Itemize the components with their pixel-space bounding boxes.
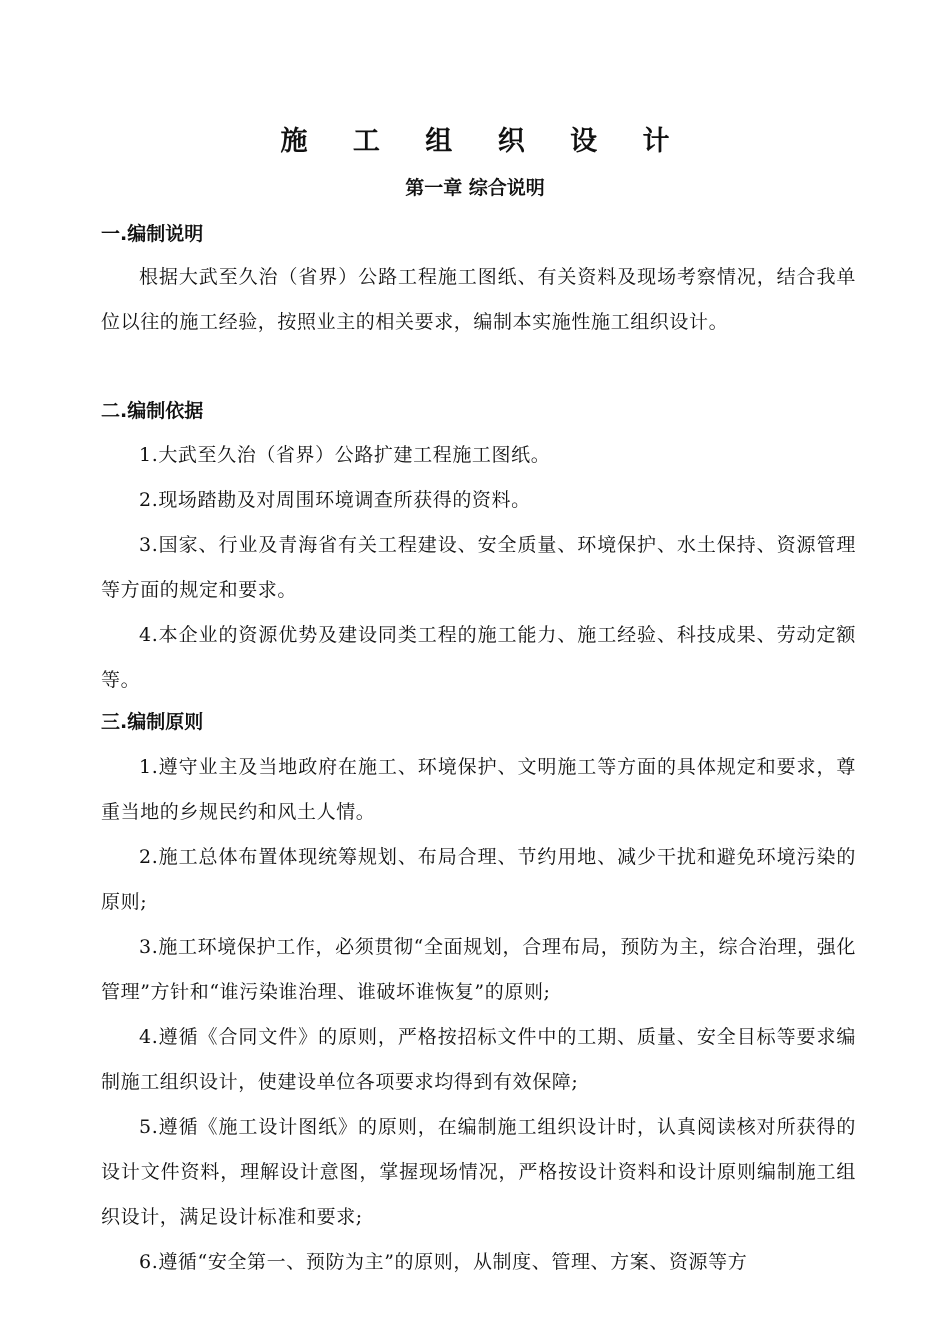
paragraph: 3.国家、行业及青海省有关工程建设、安全质量、环境保护、水土保持、资源管理等方面的规定和要求。 (101, 534, 856, 601)
paragraph: 2.现场踏勘及对周围环境调查所获得的资料。 (139, 489, 531, 511)
paragraph: 1.大武至久治（省界）公路扩建工程施工图纸。 (139, 444, 551, 466)
paragraph: 4.遵循《合同文件》的原则，严格按招标文件中的工期、质量、安全目标等要求编制施工组织设计，使建设单位各项要求均得到有效保障; (101, 1026, 856, 1093)
paragraph: 2.施工总体布置体现统筹规划、布局合理、节约用地、减少干扰和避免环境污染的原则; (101, 846, 856, 913)
section-heading-compilation-notes: 一.编制说明 (101, 223, 204, 245)
paragraph: 根据大武至久治（省界）公路工程施工图纸、有关资料及现场考察情况，结合我单位以往的施工经验，按照业主的相关要求，编制本实施性施工组织设计。 (101, 266, 856, 333)
paragraph: 4.本企业的资源优势及建设同类工程的施工能力、施工经验、科技成果、劳动定额等。 (101, 624, 856, 691)
section-heading-compilation-basis: 二.编制依据 (101, 400, 204, 422)
document-title: 施 工 组 织 设 计 (280, 126, 688, 157)
section-heading-compilation-principles: 三.编制原则 (101, 711, 204, 733)
paragraph: 1.遵守业主及当地政府在施工、环境保护、文明施工等方面的具体规定和要求，尊重当地的乡规民约和风土人情。 (101, 756, 856, 823)
paragraph: 3.施工环境保护工作，必须贯彻“全面规划，合理布局，预防为主，综合治理，强化管理”方针和“谁污染谁治理、谁破坏谁恢复”的原则; (101, 936, 856, 1003)
chapter-title: 第一章 综合说明 (405, 177, 545, 199)
paragraph: 5.遵循《施工设计图纸》的原则，在编制施工组织设计时，认真阅读核对所获得的设计文件资料，理解设计意图，掌握现场情况，严格按设计资料和设计原则编制施工组织设计，满足设计标准和要求; (101, 1116, 856, 1228)
paragraph: 6.遵循“安全第一、预防为主”的原则，从制度、管理、方案、资源等方 (139, 1251, 748, 1273)
